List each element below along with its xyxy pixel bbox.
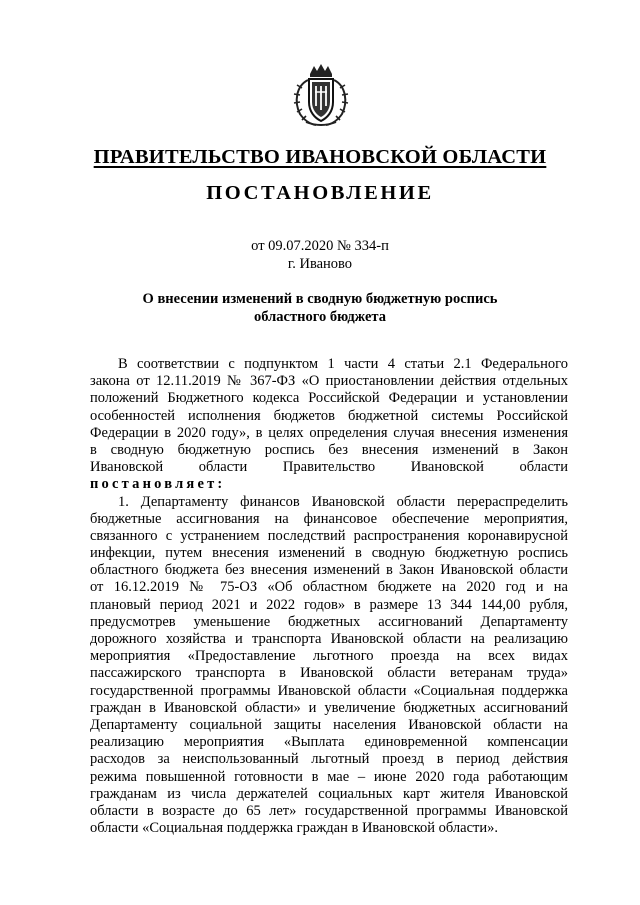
text-line: области в возрасте до 65 лет» государственной программы Ивановской — [90, 802, 568, 819]
document-type: ПОСТАНОВЛЕНИЕ — [206, 182, 434, 204]
text-line: пассажирского транспорта в Ивановской области ветеранам труда» — [90, 665, 568, 682]
text-line: реализацию мероприятия «Выплата единовременной компенсации — [90, 734, 568, 751]
text-line: Департаменту социальной защиты населения Ивановской области на — [90, 716, 568, 733]
text-line: дорожного хозяйства и транспорта Ивановской области на реализацию — [90, 631, 568, 647]
text-line: расходов за неиспользованный льготный проезд в период действия — [90, 751, 568, 768]
coat-of-arms-icon — [290, 62, 352, 128]
text-line: положений Бюджетного кодекса Российской Федерации и установлении — [90, 390, 568, 407]
text-line: плановый период 2021 и 2022 годов» в размере 13 344 144,00 рубля, — [90, 596, 568, 613]
text-line: предусмотрев уменьшение бюджетных ассигнований Департаменту — [90, 613, 568, 630]
organization-name: ПРАВИТЕЛЬСТВО ИВАНОВСКОЙ ОБЛАСТИ — [93, 146, 547, 168]
title-line: О внесении изменений в сводную бюджетную роспись — [142, 291, 498, 307]
text-line: гражданам из числа держателей социальных карт жителя Ивановской — [90, 785, 568, 802]
text-line: инфекции, путем внесения изменений в сводную бюджетную роспись — [90, 545, 568, 562]
text-line: бюджетные ассигнования на финансовое обеспечение мероприятия, — [90, 510, 568, 527]
text-line: Федерации в 2020 году», в целях определения случая внесения изменения — [90, 424, 568, 441]
decree-word: постановляет: — [90, 476, 226, 493]
text-line: области «Социальная поддержка граждан в Ивановской области». — [90, 820, 499, 837]
document-title — [0, 290, 640, 326]
text-line: режима повышенной готовности в мае – июне 2020 года работающим — [90, 768, 568, 785]
text-line: особенностей исполнения бюджетов бюджетной системы Российской — [90, 407, 568, 424]
text-line: связанного с устранением последствий распространения коронавирусной — [90, 527, 568, 544]
document-body — [90, 356, 568, 837]
text-line: Ивановской области Правительство Ивановской области — [90, 459, 568, 476]
text-line: В соответствии с подпунктом 1 части 4 статьи 2.1 Федерального — [118, 356, 568, 372]
text-line: областного бюджета без внесения изменений в Закон Ивановской области — [90, 562, 568, 579]
title-line: областного бюджета — [254, 309, 386, 325]
text-line: государственной программы Ивановской области «Социальная поддержка — [90, 682, 568, 699]
text-line: закона от 12.11.2019 № 367-ФЗ «О приостановлении действия отдельных — [90, 373, 568, 390]
text-line: в сводную бюджетную роспись без внесения изменений в Закон — [90, 441, 568, 458]
text-line: мероприятия «Предоставление льготного проезда на всех видах — [90, 648, 568, 665]
text-line: 1. Департаменту финансов Ивановской области перераспределить — [118, 493, 568, 510]
text-line: граждан в Ивановской области» и увеличение бюджетных ассигнований — [90, 699, 568, 716]
paragraph-item-1 — [90, 494, 568, 838]
paragraph-preamble — [90, 356, 568, 494]
document-city: г. Иваново — [287, 256, 353, 272]
text-line: от 16.12.2019 № 75-ОЗ «Об областном бюджете на 2020 год и на — [90, 579, 568, 596]
document-date-number: от 09.07.2020 № 334-п — [251, 238, 389, 254]
